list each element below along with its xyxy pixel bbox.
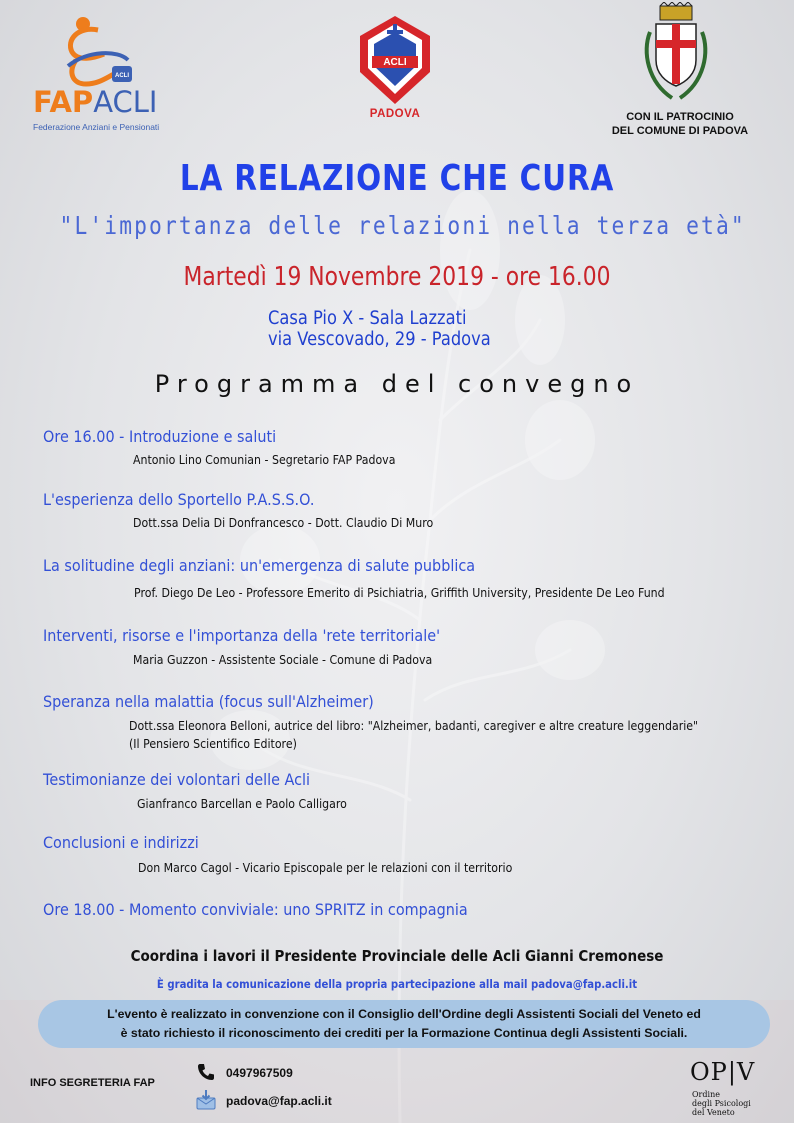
- patronage-text: [592, 110, 768, 138]
- program-item-title: Speranza nella malattia (focus sull'Alzheimer): [43, 692, 374, 711]
- patronage-line1: CON IL PATROCINIO: [626, 111, 734, 123]
- program-item-speaker: Maria Guzzon - Assistente Sociale - Comune di Padova: [133, 652, 433, 667]
- accreditation-text: [38, 1005, 770, 1043]
- event-subtitle: "L'importanza delle relazioni nella terza età": [59, 211, 746, 240]
- program-item-title: Conclusioni e indirizzi: [43, 833, 199, 852]
- program-item-title: Interventi, risorse e l'importanza della 'rete territoriale': [43, 626, 441, 645]
- program-item-speaker: Prof. Diego De Leo - Professore Emerito di Psichiatria, Griffith University, Presidente De Leo Fund: [134, 585, 665, 600]
- fap-subtitle: Federazione Anziani e Pensionati: [33, 122, 160, 132]
- program-item-title: Testimonianze dei volontari delle Acli: [43, 770, 311, 789]
- accreditation-line1: L'evento è realizzato in convenzione con il Consiglio dell'Ordine degli Assistenti Sociali del Veneto ed: [107, 1007, 701, 1021]
- venue-line1: Casa Pio X - Sala Lazzati: [268, 308, 467, 329]
- opv-line2: degli Psicologi: [692, 1099, 751, 1108]
- venue-line2: via Vescovado, 29 - Padova: [268, 329, 491, 350]
- event-date: Martedì 19 Novembre 2019 - ore 16.00: [183, 262, 611, 292]
- program-item-speaker: Dott.ssa Delia Di Donfrancesco - Dott. Claudio Di Muro: [133, 515, 434, 530]
- program-item-title: Ore 16.00 - Introduzione e saluti: [43, 427, 277, 446]
- opv-line1: Ordine: [692, 1090, 720, 1099]
- phone-icon: [196, 1062, 216, 1082]
- fap-badge-text: ACLI: [115, 73, 129, 79]
- accreditation-line2: è stato richiesto il riconoscimento dei crediti per la Formazione Continua degli Assistenti Sociali.: [120, 1026, 688, 1040]
- event-title: LA RELAZIONE CHE CURA: [179, 158, 615, 199]
- acli-padova-logo: [354, 14, 436, 106]
- coordinator-text: Coordina i lavori il Presidente Provinciale delle Acli Gianni Cremonese: [130, 947, 664, 965]
- info-label: INFO SEGRETERIA FAP: [30, 1077, 155, 1089]
- program-item-publisher: (Il Pensiero Scientifico Editore): [129, 736, 297, 751]
- opv-line3: del Veneto: [692, 1108, 735, 1117]
- program-heading: Programma del convegno: [154, 370, 640, 398]
- padova-crest: [638, 2, 714, 104]
- rsvp-text: È gradita la comunicazione della propria partecipazione alla mail padova@fap.acli.it: [156, 977, 638, 991]
- program-item-title: L'esperienza dello Sportello P.A.S.S.O.: [43, 490, 315, 509]
- opv-caption: [692, 1090, 772, 1117]
- opv-logo: OP|V: [690, 1058, 756, 1086]
- program-item-speaker: Antonio Lino Comunian - Segretario FAP Padova: [133, 452, 396, 467]
- fap-wordmark-fap: FAP: [33, 85, 94, 119]
- phone-number[interactable]: 0497967509: [226, 1066, 293, 1080]
- mail-icon: [195, 1089, 217, 1111]
- program-item-title: La solitudine degli anziani: un'emergenza di salute pubblica: [43, 556, 476, 575]
- program-item-speaker: Gianfranco Barcellan e Paolo Calligaro: [137, 796, 347, 811]
- fap-wordmark-acli: ACLI: [93, 85, 158, 119]
- fap-acli-wordmark: [33, 85, 158, 119]
- email-address[interactable]: padova@fap.acli.it: [226, 1094, 332, 1108]
- patronage-line2: DEL COMUNE DI PADOVA: [611, 125, 749, 137]
- program-item-title: Ore 18.00 - Momento conviviale: uno SPRITZ in compagnia: [43, 900, 468, 919]
- acli-city-label: PADOVA: [369, 108, 421, 120]
- program-item-speaker: Dott.ssa Eleonora Belloni, autrice del libro: "Alzheimer, badanti, caregiver e altre creature leggendarie": [129, 718, 699, 733]
- program-item-speaker: Don Marco Cagol - Vicario Episcopale per le relazioni con il territorio: [138, 860, 513, 875]
- acli-badge-text: ACLI: [383, 57, 407, 68]
